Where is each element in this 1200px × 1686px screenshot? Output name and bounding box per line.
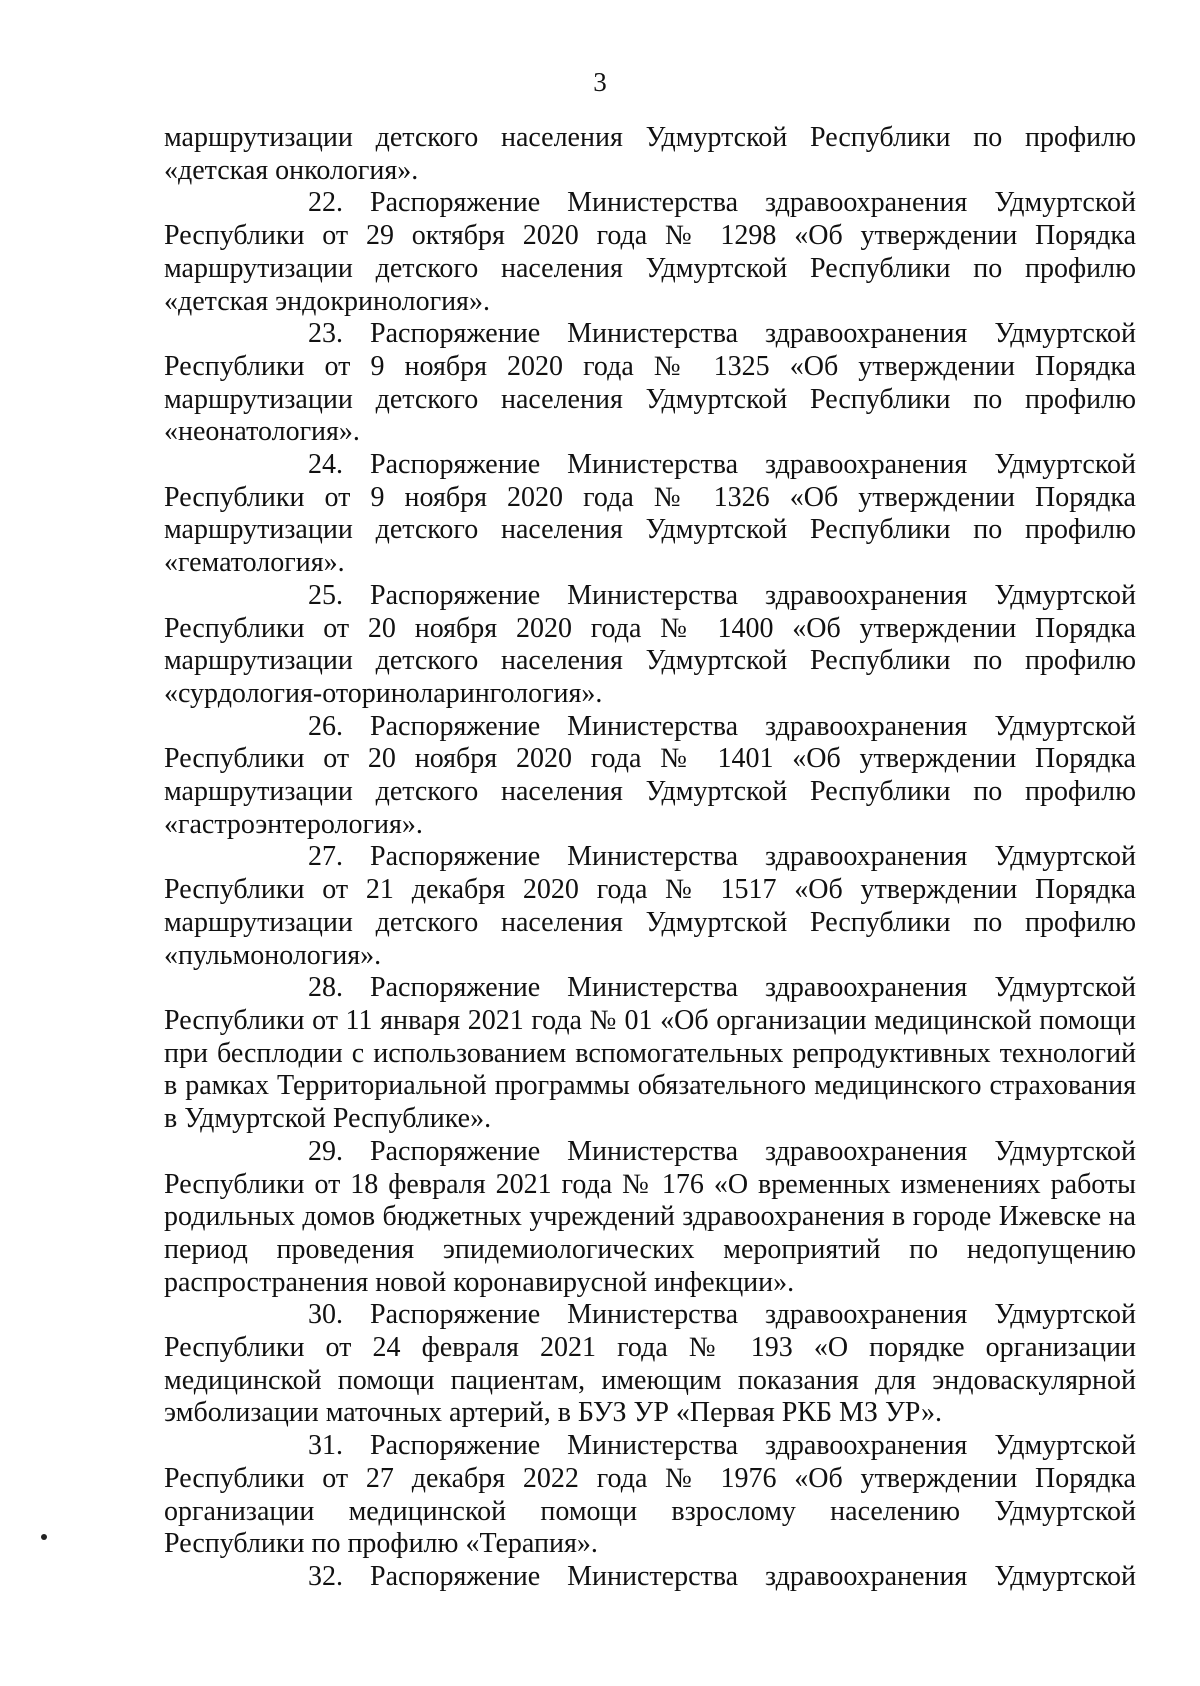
- list-item-text: Распоряжение Министерства здравоохранения Удмуртской Республики от 29 октября 2020 года № 1298 «Об утверждении Порядка маршрутизации детского населения Удмуртской Республики по профилю «детская эндокринология».: [164, 187, 1136, 317]
- list-item-number: 23.: [308, 318, 343, 350]
- list-item-number: 31.: [308, 1430, 343, 1462]
- continuation-paragraph: маршрутизации детского населения Удмуртской Республики по профилю «детская онкология».: [164, 122, 1136, 186]
- list-item-27: [164, 841, 1136, 972]
- list-item-text: Распоряжение Министерства здравоохранения Удмуртской Республики от 11 января 2021 года № 01 «Об организации медицинской помощи при бесплодии с использованием вспомогательных репродуктивных технологий в рамках Территориальной программы обязательного медицинского страхования в Удмуртской Республике».: [164, 972, 1136, 1135]
- list-item-number: 29.: [308, 1135, 343, 1167]
- list-item-text: Распоряжение Министерства здравоохранения Удмуртской Республики от 9 ноября 2020 года № 1325 «Об утверждении Порядка маршрутизации детского населения Удмуртской Республики по профилю «неонатология».: [164, 318, 1136, 448]
- list-item-text: Распоряжение Министерства здравоохранения Удмуртской Республики от 21 декабря 2020 года № 1517 «Об утверждении Порядка маршрутизации детского населения Удмуртской Республики по профилю «пульмонология».: [164, 841, 1136, 971]
- list-item-number: 26.: [308, 710, 343, 742]
- list-item-22: [164, 187, 1136, 318]
- list-item-number: 22.: [308, 187, 343, 219]
- list-item-text: Распоряжение Министерства здравоохранения Удмуртской: [370, 1560, 1136, 1592]
- list-item-number: 25.: [308, 579, 343, 611]
- list-item-number: 24.: [308, 449, 343, 481]
- list-item-text: Распоряжение Министерства здравоохранения Удмуртской Республики от 20 ноября 2020 года № 1401 «Об утверждении Порядка маршрутизации детского населения Удмуртской Республики по профилю «гастроэнтерология».: [164, 710, 1136, 840]
- list-item-28: [164, 972, 1136, 1136]
- list-item-text: Распоряжение Министерства здравоохранения Удмуртской Республики от 9 ноября 2020 года № 1326 «Об утверждении Порядка маршрутизации детского населения Удмуртской Республики по профилю «гематология».: [164, 449, 1136, 579]
- list-item-number: 30.: [308, 1299, 343, 1331]
- list-item-number: 27.: [308, 841, 343, 873]
- list-item-number: 28.: [308, 972, 343, 1004]
- list-item-23: [164, 318, 1136, 449]
- page-number: 3: [593, 67, 607, 97]
- list-item-30: [164, 1299, 1136, 1430]
- list-item-number: 32.: [308, 1560, 343, 1592]
- list-item-31: [164, 1430, 1136, 1561]
- document-body: [164, 122, 1136, 1594]
- list-item-24: [164, 449, 1136, 580]
- list-item-26: [164, 711, 1136, 842]
- list-item-text: Распоряжение Министерства здравоохранения Удмуртской Республики от 20 ноября 2020 года № 1400 «Об утверждении Порядка маршрутизации детского населения Удмуртской Республики по профилю «сурдология-оториноларингология».: [164, 579, 1136, 709]
- list-item-29: [164, 1136, 1136, 1300]
- list-item-25: [164, 580, 1136, 711]
- list-item-text: Распоряжение Министерства здравоохранения Удмуртской Республики от 27 декабря 2022 года № 1976 «Об утверждении Порядка организации медицинской помощи взрослому населению Удмуртской Республики по профилю «Терапия».: [164, 1430, 1136, 1560]
- margin-dot-mark: [41, 1534, 47, 1540]
- list-item-text: Распоряжение Министерства здравоохранения Удмуртской Республики от 24 февраля 2021 года № 193 «О порядке организации медицинской помощи пациентам, имеющим показания для эндоваскулярной эмболизации маточных артерий, в БУЗ УР «Первая РКБ МЗ УР».: [164, 1299, 1136, 1429]
- list-item-32: [164, 1561, 1136, 1594]
- list-item-text: Распоряжение Министерства здравоохранения Удмуртской Республики от 18 февраля 2021 года № 176 «О временных изменениях работы родильных домов бюджетных учреждений здравоохранения в городе Ижевске на период проведения эпидемиологических мероприятий по недопущению распространения новой коронавирусной инфекции».: [164, 1135, 1136, 1298]
